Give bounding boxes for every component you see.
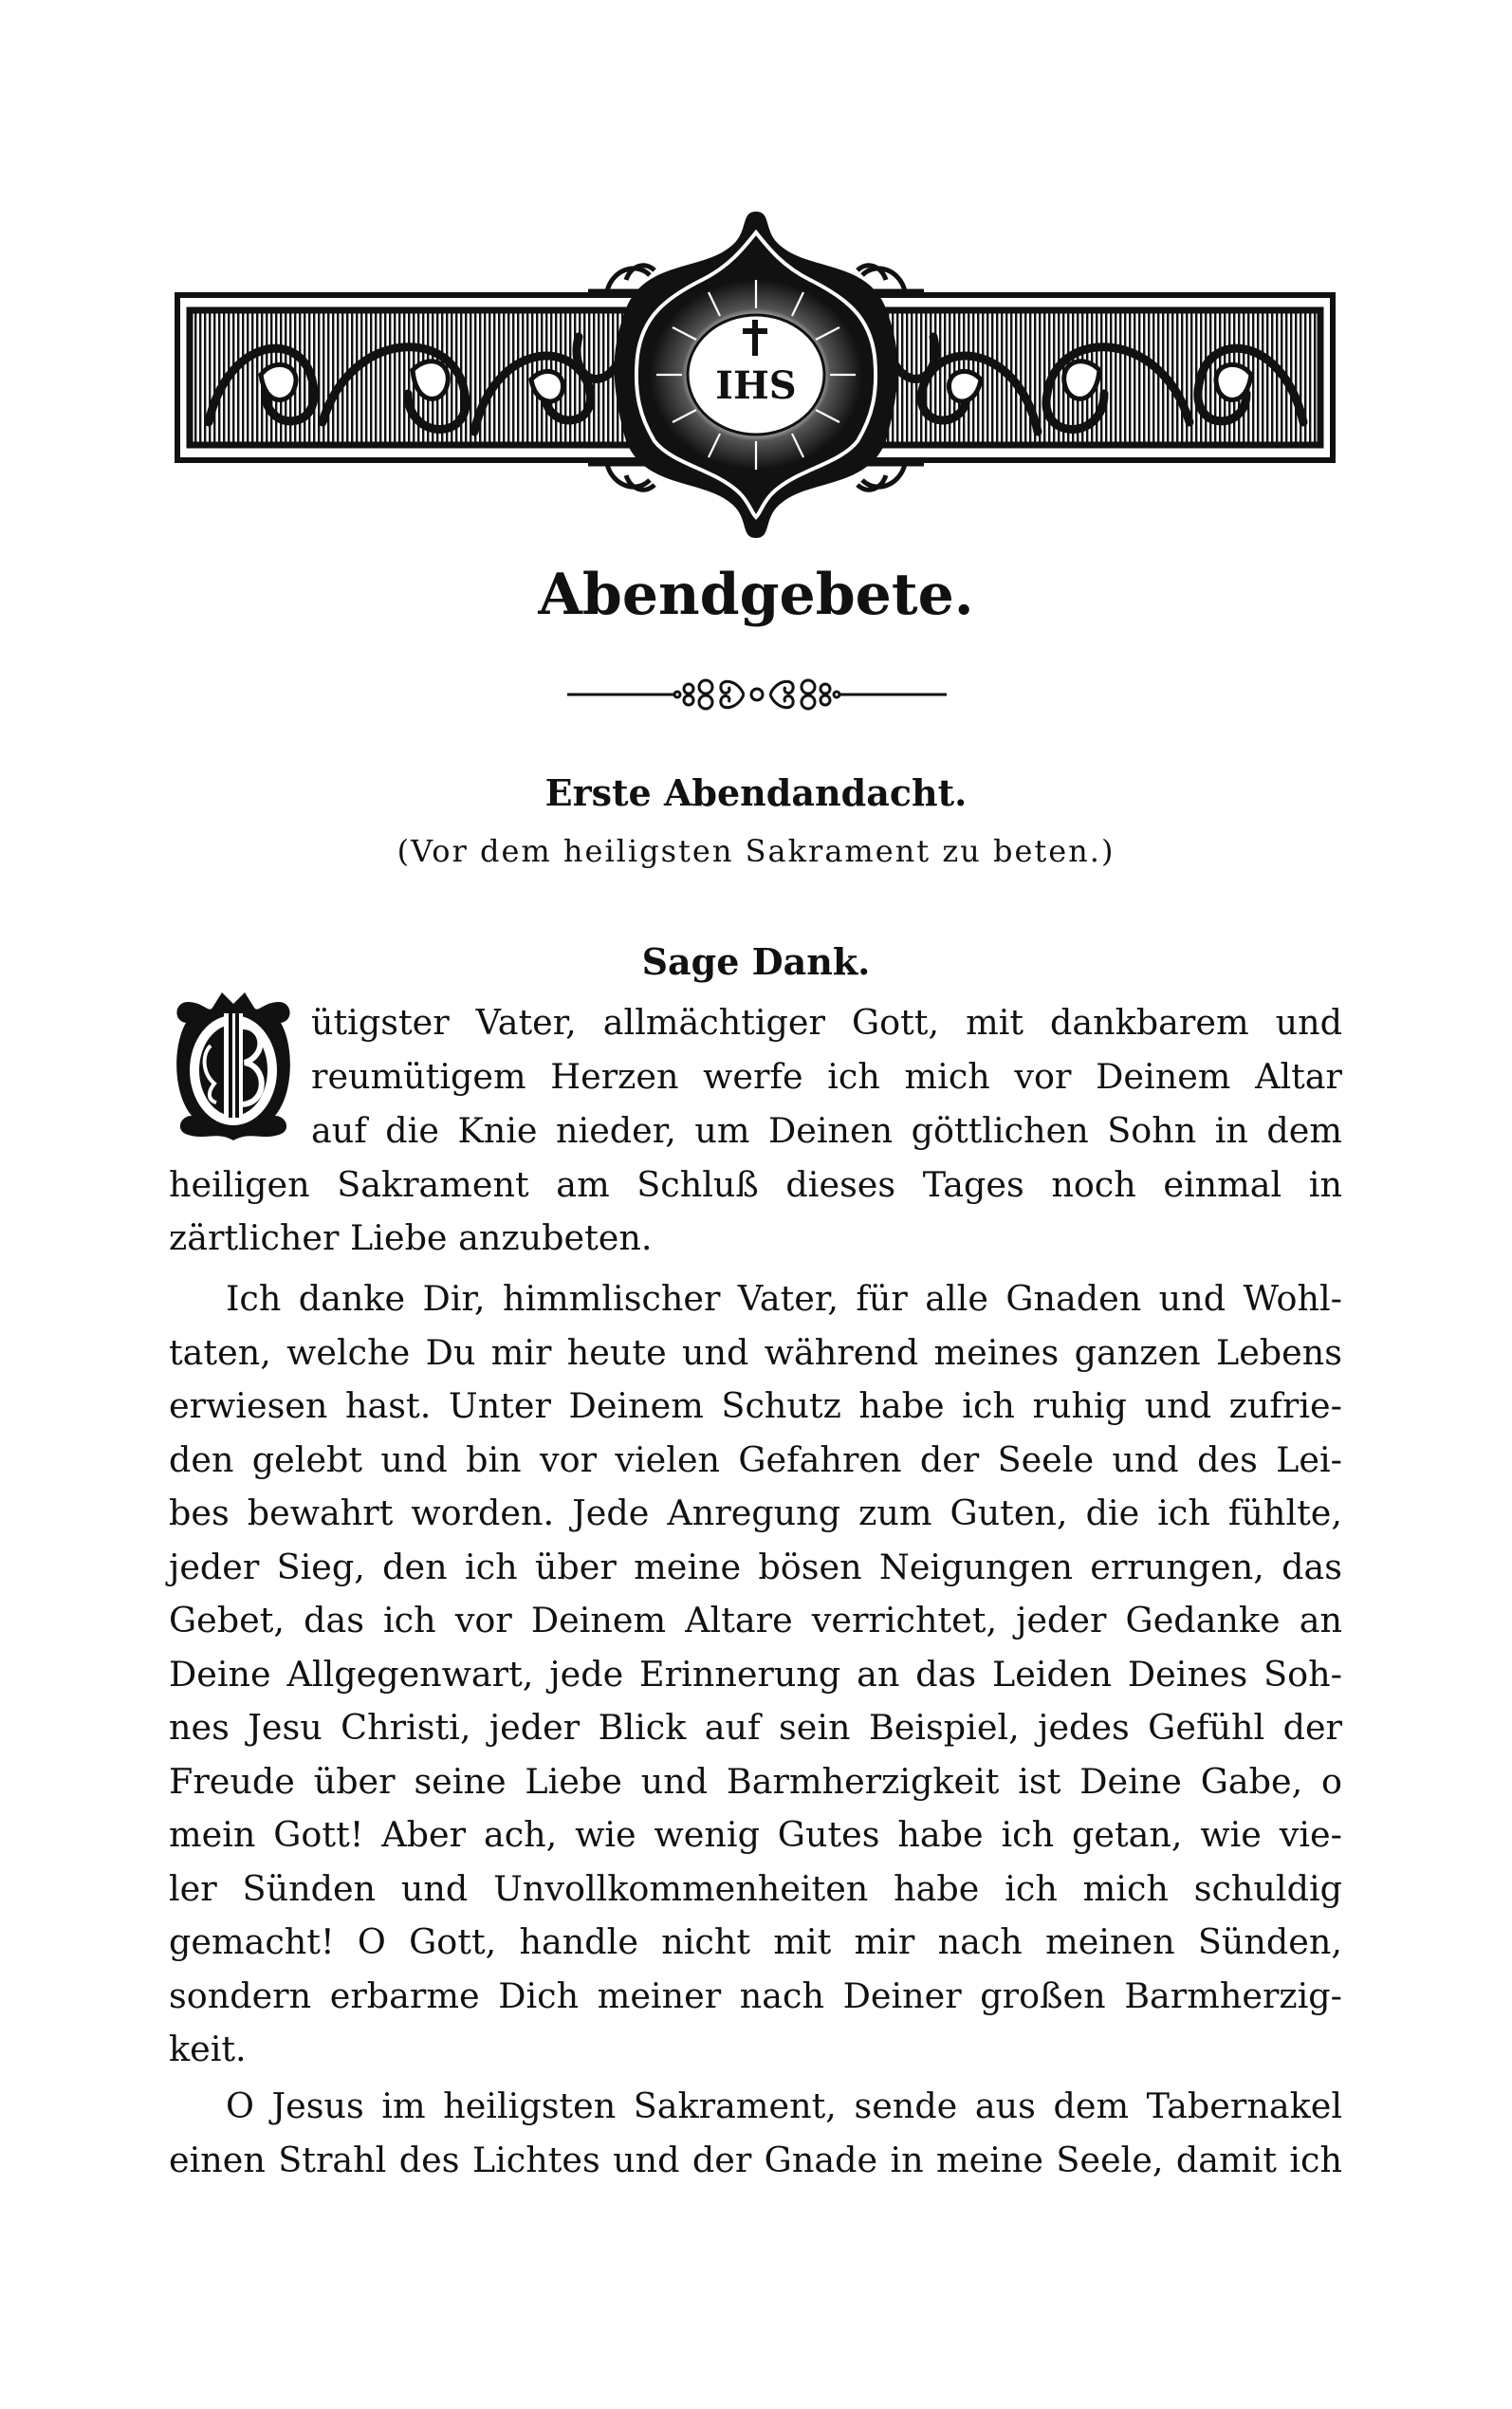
body-line: nes Jesu Christi, jeder Blick auf sein Beispiel, jedes Gefühl der [169,1707,1342,1748]
body-line: erwiesen hast. Unter Deinem Schutz habe ich ruhig und zufrie- [169,1385,1342,1426]
body-line: Deine Allgegenwart, jede Erinnerung an das Leiden Deines Soh- [169,1654,1342,1695]
body-line: O Jesus im heiligsten Sakrament, sende aus dem Tabernakel [226,2085,1342,2126]
title-divider [567,664,947,725]
body-line: Freude über seine Liebe und Barmherzigkeit ist Deine Gabe, o [169,1761,1342,1802]
body-line: taten, welche Du mir heute und während meines ganzen Lebens [169,1332,1342,1373]
drop-cap [169,989,298,1144]
ihs-monogram: IHS [715,363,797,408]
body-line: gemacht! O Gott, handle nicht mit mir nach meinen Sünden, [169,1921,1342,1962]
body-line: auf die Knie nieder, um Deinen göttlichen Sohn in dem [311,1110,1342,1151]
body-line: ütigster Vater, allmächtiger Gott, mit dankbarem und [311,1002,1342,1043]
body-line: sondern erbarme Dich meiner nach Deiner großen Barmherzig- [169,1975,1342,2016]
section-subtitle: (Vor dem heiligsten Sakrament zu beten.) [396,833,1116,869]
body-line: jeder Sieg, den ich über meine bösen Neigungen errungen, das [169,1547,1342,1587]
body-line: den gelebt und bin vor vielen Gefahren der Seele und des Lei- [169,1439,1342,1480]
body-line: einen Strahl des Lichtes und der Gnade in meine Seele, damit ich [169,2140,1342,2180]
body-line: Ich danke Dir, himmlischer Vater, für alle Gnaden und Wohl- [226,1278,1342,1319]
page-title: Abendgebete. [538,562,974,628]
body-line: mein Gott! Aber ach, wie wenig Gutes habe ich getan, wie vie- [169,1814,1342,1855]
body-line: heiligen Sakrament am Schluß dieses Tages noch einmal in [169,1164,1342,1205]
section-subheading: Sage Dank. [641,940,871,983]
body-line: keit. [169,2029,247,2069]
body-line: ler Sünden und Unvollkommenheiten habe ich mich schuldig [169,1868,1342,1909]
body-line: Gebet, das ich vor Deinem Altare verrichtet, jeder Gedanke an [169,1600,1342,1640]
section-heading: Erste Abendandacht. [544,771,968,814]
headpiece-ornament [171,204,1341,546]
body-line: reumütigem Herzen werfe ich mich vor Deinem Altar [311,1056,1342,1097]
body-line: zärtlicher Liebe anzubeten. [169,1217,653,1258]
body-line: bes bewahrt worden. Jede Anregung zum Guten, die ich fühlte, [169,1492,1342,1533]
